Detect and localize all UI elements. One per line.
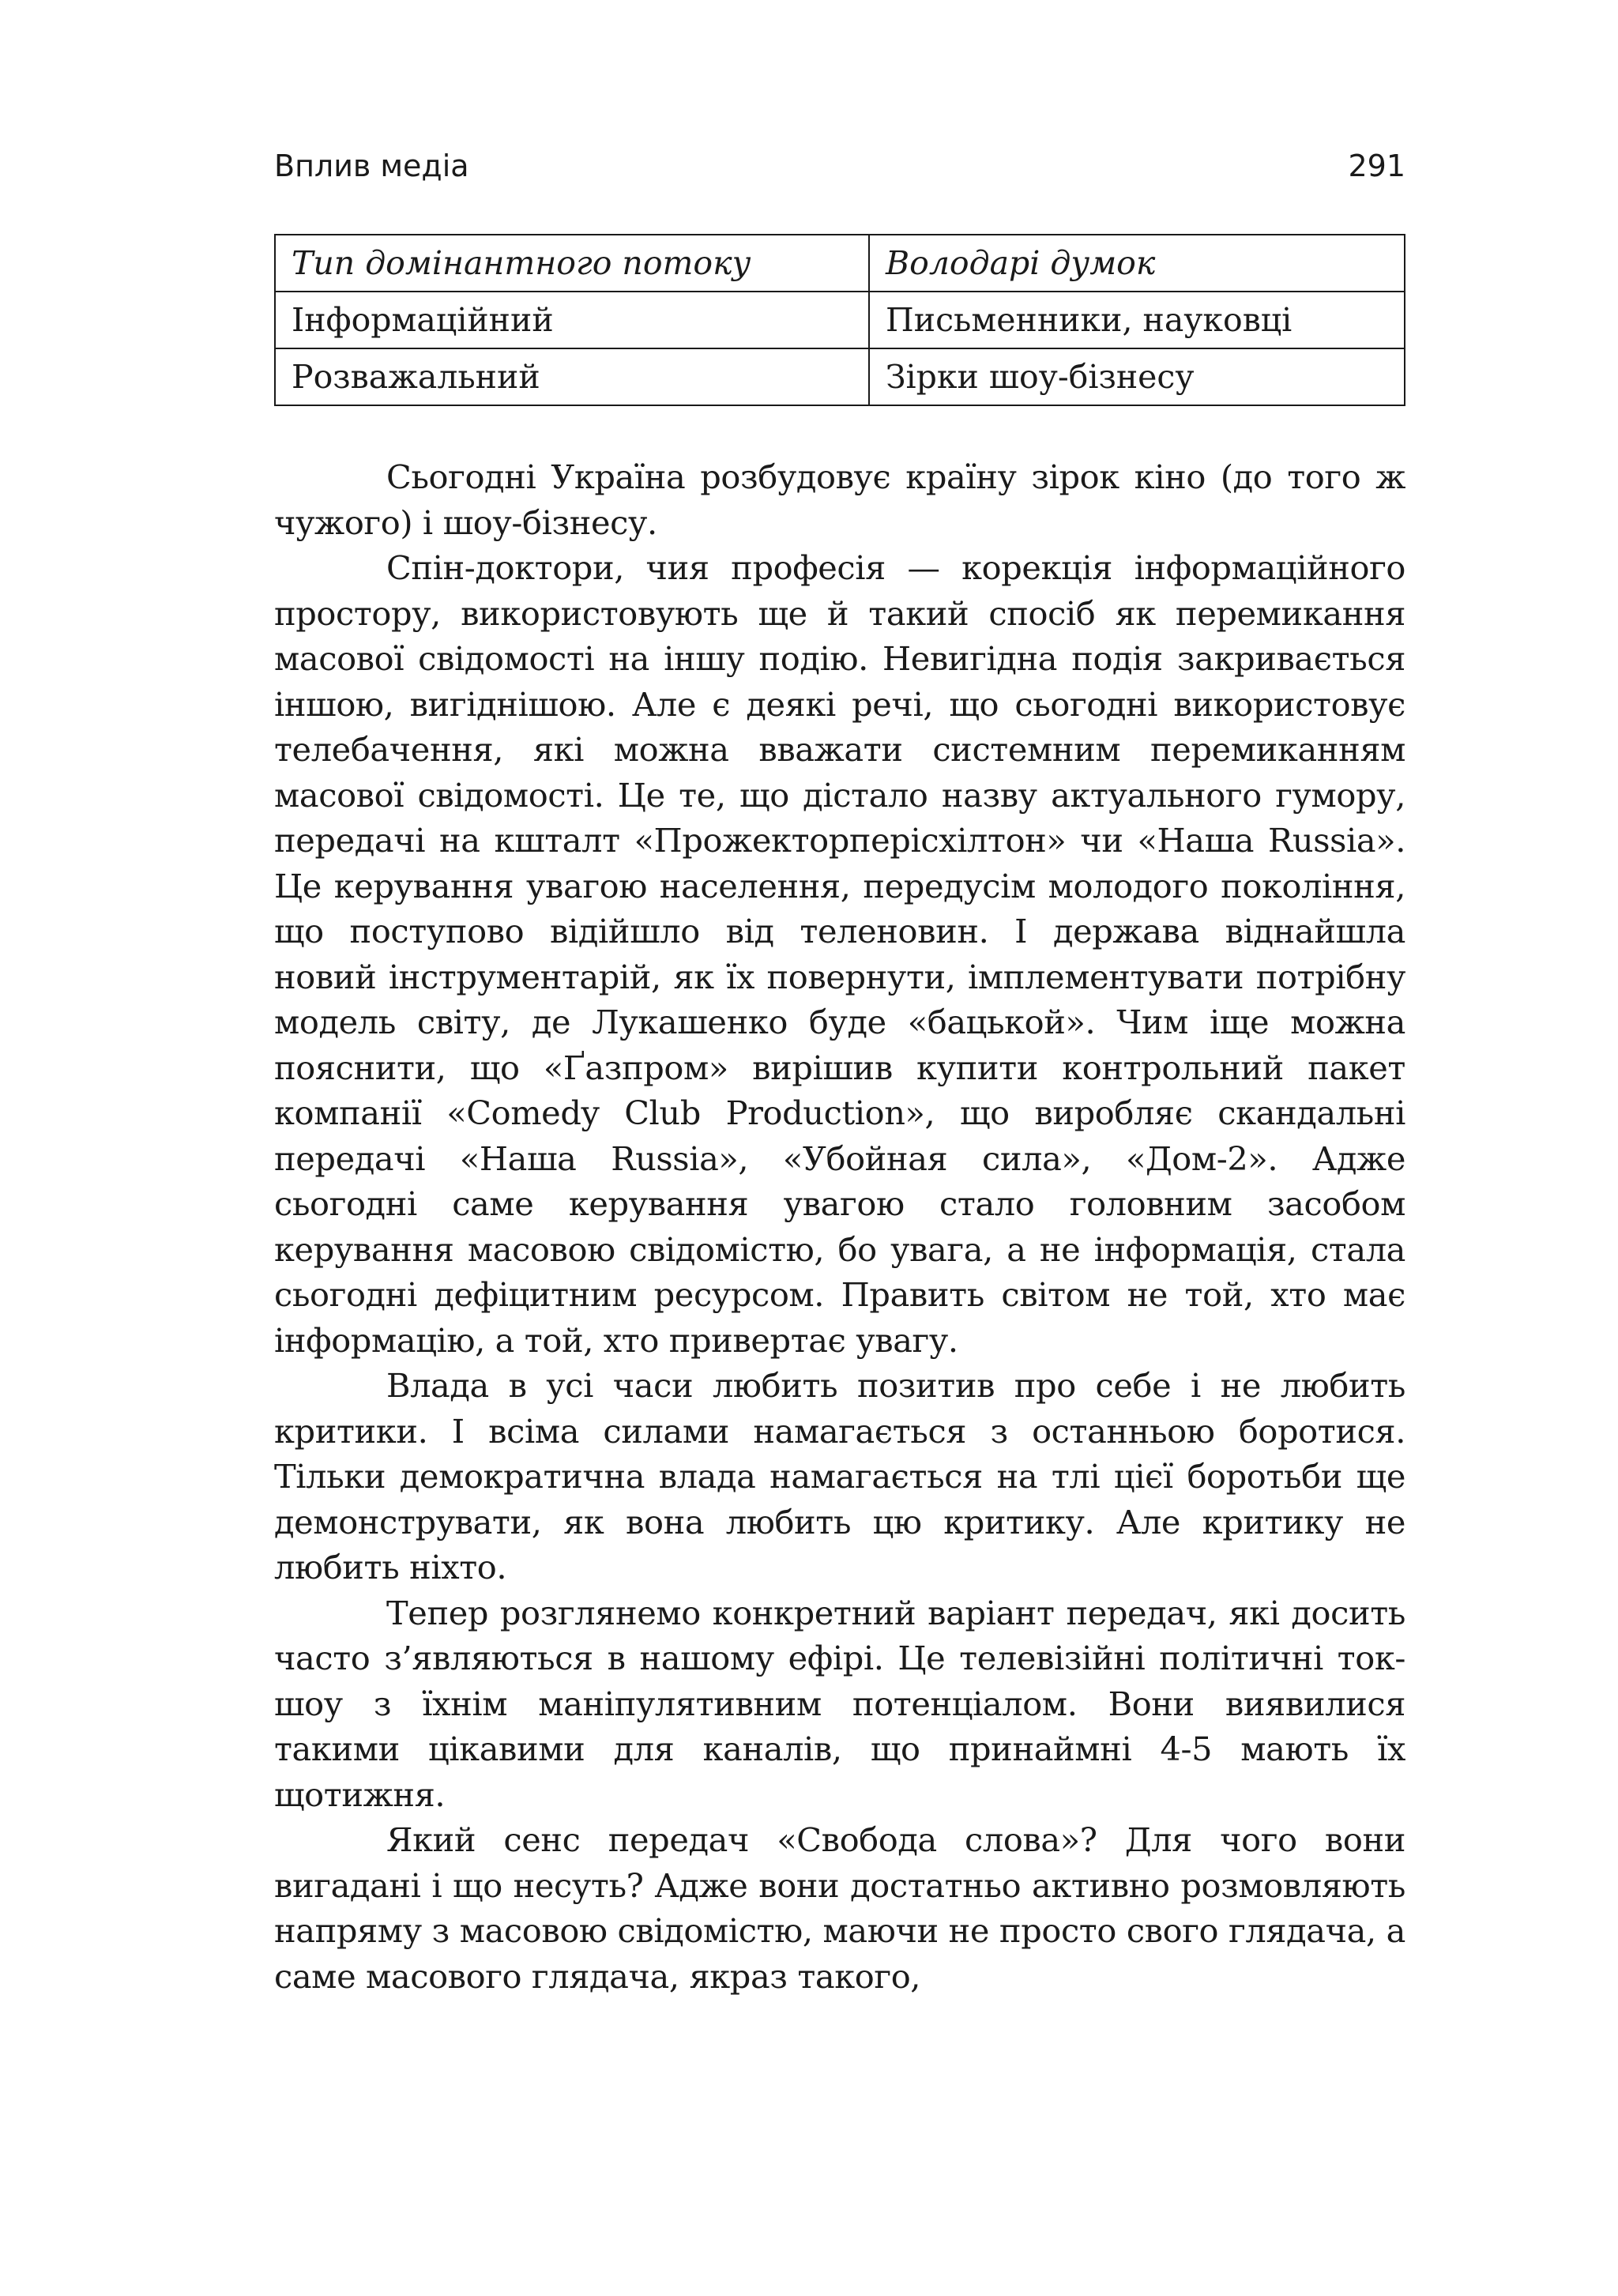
paragraph: Сьогодні Україна розбудовує країну зірок кіно (до того ж чужого) і шоу-бізнесу. bbox=[274, 457, 1405, 542]
table-cell: Інформаційний bbox=[275, 292, 869, 348]
table-cell: Розважальний bbox=[275, 348, 869, 405]
paragraph: Тепер розглянемо конкретний варіант передач, які досить часто з’являються в нашому ефірі. Це телевізійні політичні ток-шоу з їхнім маніпулятивним потенціалом. Вони виявилися такими цікавими для каналів, що принаймні 4-5 мають їх щотижня. bbox=[274, 1593, 1405, 1814]
table-row bbox=[275, 292, 1405, 348]
body-text bbox=[274, 454, 1405, 1999]
stream-type-table bbox=[274, 234, 1405, 406]
running-header bbox=[274, 149, 1405, 193]
column-header-opinion-leaders: Володарі думок bbox=[869, 235, 1405, 292]
table-header-row bbox=[275, 235, 1405, 292]
table-cell: Зірки шоу-бізнесу bbox=[869, 348, 1405, 405]
paragraph: Спін-доктори, чия професія — корекція інформаційного простору, використовують ще й такий спосіб як перемикання масової свідомості на іншу подію. Невигідна подія закривається іншою, вигіднішою. Але є деякі речі, що сьогодні використовує телебачення, які можна вважати системним перемиканням масової свідомості. Це те, що дістало назву актуального гумору, передачі на кшталт «Прожекторперісхілтон» чи «Наша Russia». Це керування увагою населення, передусім молодого покоління, що поступово відійшло від теленовин. І держава віднайшла новий інструментарій, як їх повернути, імплементувати потрібну модель світу, де Лукашенко буде «бацькой». Чим іще можна пояснити, що «Ґазпром» вирішив купити контрольний пакет компанії «Comedy Club Production», що виробляє скандальні передачі «Наша Russia», «Убойная сила», «Дом-2». Адже сьогодні саме керування увагою стало головним засобом керування масовою свідомістю, бо увага, а не інформація, стала сьогодні дефіцитним ресурсом. Править світом не той, хто має інформацію, а той, хто привертає увагу. bbox=[274, 548, 1405, 1360]
table-row bbox=[275, 348, 1405, 405]
paragraph: Який сенс передач «Свобода слова»? Для чого вони вигадані і що несуть? Адже вони достатньо активно розмовляють напряму з масовою свідомістю, маючи не просто свого глядача, а саме масового глядача, якраз такого, bbox=[274, 1820, 1405, 1996]
table-cell: Письменники, науковці bbox=[869, 292, 1405, 348]
chapter-title: Вплив медіа bbox=[274, 149, 469, 183]
column-header-stream-type: Тип домінантного потоку bbox=[275, 235, 869, 292]
book-page bbox=[274, 0, 1405, 2296]
page-number: 291 bbox=[1348, 149, 1405, 183]
paragraph: Влада в усі часи любить позитив про себе і не любить критики. І всіма силами намагається з останньою боротися. Тільки демократична влада намагається на тлі цієї боротьби ще демонструвати, як вона любить цю критику. Але критику не любить ніхто. bbox=[274, 1366, 1405, 1586]
